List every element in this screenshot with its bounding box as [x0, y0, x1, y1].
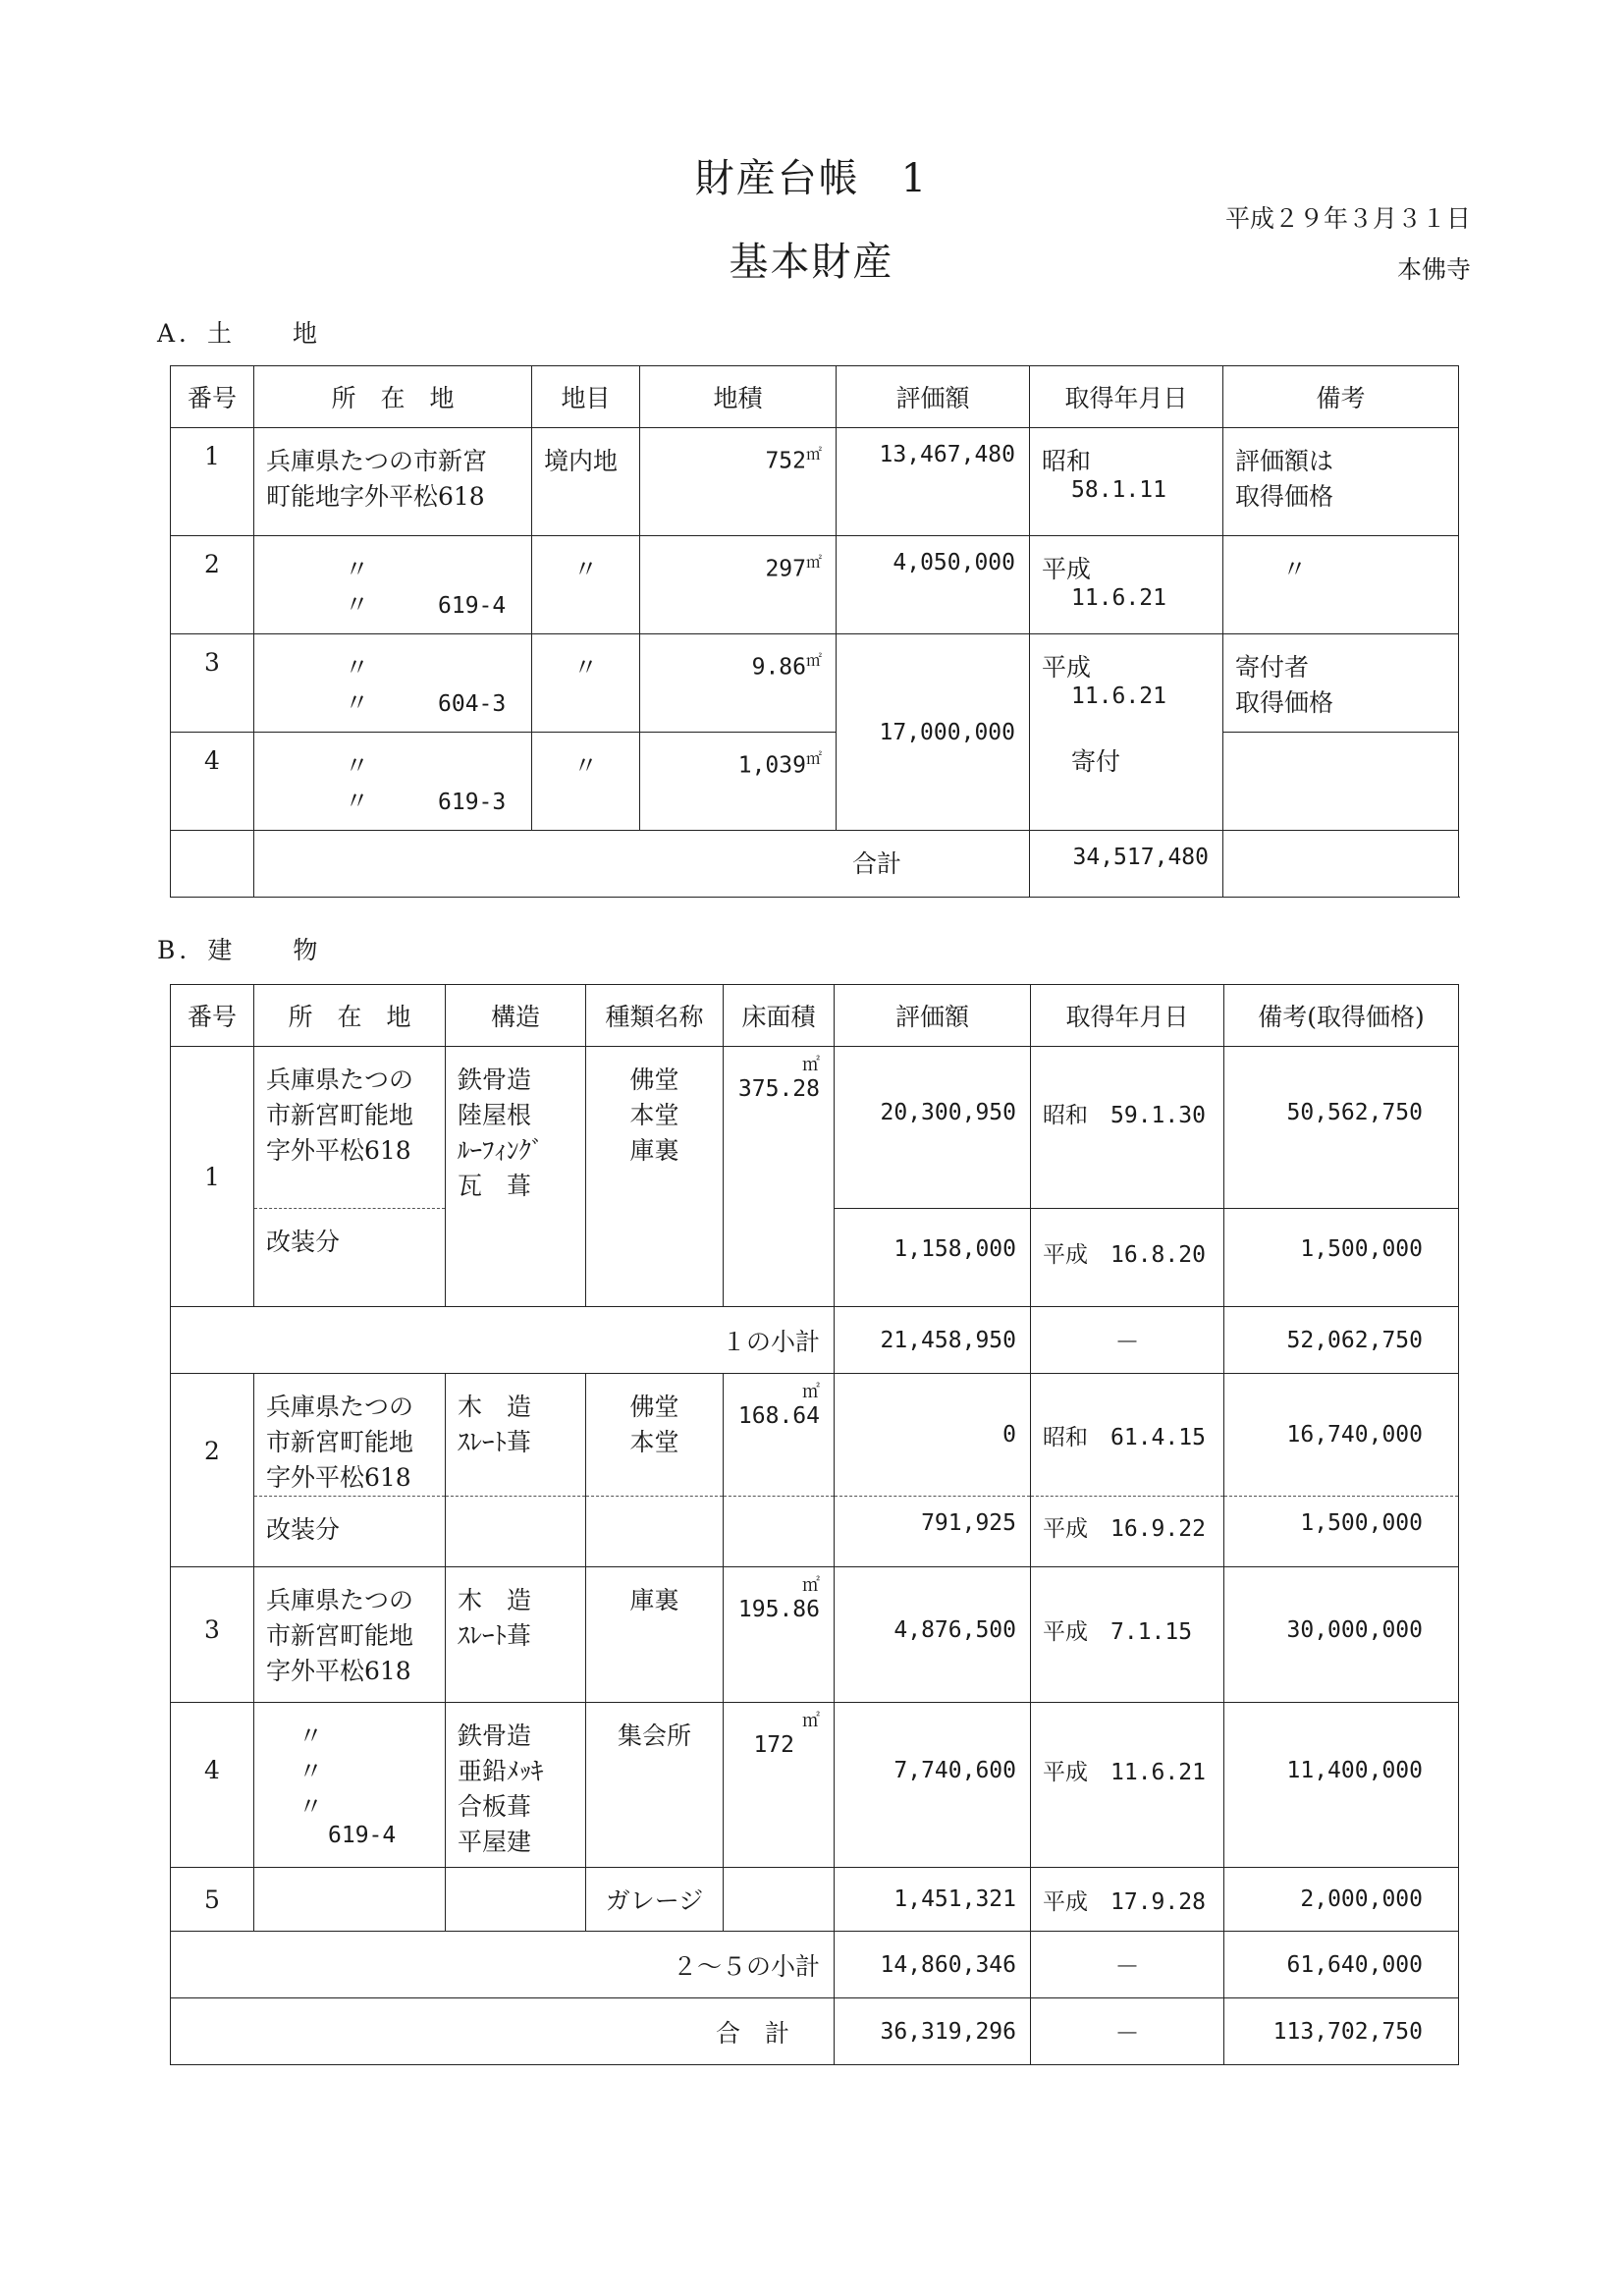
location-line	[266, 585, 531, 621]
structure-cell	[446, 1047, 586, 1209]
structure-cell	[446, 1374, 586, 1497]
area-value: 752	[765, 448, 806, 474]
table-row	[171, 634, 1459, 733]
kind-cell	[586, 1047, 724, 1209]
lot-number: 619-4	[438, 593, 507, 619]
renovation-label: 改装分	[254, 1209, 446, 1307]
table-row	[171, 1497, 1459, 1567]
ditto-mark: 〃	[345, 653, 370, 682]
subtotal-date: －	[1031, 1307, 1224, 1374]
col-header-kind: 種類名称	[586, 985, 724, 1047]
subtotal-value: 14,860,346	[835, 1932, 1031, 1998]
remarks-line: 評価額は	[1235, 447, 1334, 475]
acquisition-method: 寄付	[1071, 747, 1121, 776]
area-cell	[640, 536, 837, 634]
table-row	[171, 1868, 1459, 1932]
structure-line: ﾙｰﾌｨﾝｸﾞ	[458, 1136, 544, 1165]
col-header-location: 所 在 地	[254, 366, 532, 428]
structure-line: 陸屋根	[458, 1101, 532, 1129]
location-line: 市新宮町能地	[266, 1428, 414, 1456]
land-table	[170, 365, 1459, 898]
acquired-date-cell: 昭和 59.1.30	[1031, 1047, 1224, 1209]
row-number: 2	[171, 1374, 254, 1567]
area-cell	[640, 733, 837, 831]
kind-cell: ガレージ	[586, 1868, 724, 1932]
total-row	[171, 1998, 1459, 2065]
remarks-cell: 1,500,000	[1224, 1209, 1459, 1307]
row-number: 3	[171, 634, 254, 733]
document-subtitle: 基本財産	[729, 240, 894, 285]
total-date: －	[1031, 1998, 1224, 2065]
remarks-cell: 11,400,000	[1224, 1703, 1459, 1868]
location-line	[298, 1787, 445, 1848]
kind-line: 庫裏	[629, 1136, 679, 1165]
total-label: 合 計	[171, 1998, 835, 2065]
col-header-floor-area: 床面積	[724, 985, 835, 1047]
document-date: 平成２９年３月３１日	[1224, 204, 1471, 233]
area-unit: ㎡	[805, 445, 822, 464]
table-row	[171, 1703, 1459, 1868]
shared-value-cell: 17,000,000	[837, 634, 1030, 831]
value-cell: 791,925	[835, 1497, 1031, 1567]
blank-cell	[586, 1209, 724, 1307]
structure-line: 鉄骨造	[458, 1066, 532, 1094]
row-number: 1	[171, 1047, 254, 1307]
location-cell	[254, 1567, 446, 1703]
row-number: 3	[171, 1567, 254, 1703]
area-cell	[640, 634, 837, 733]
remarks-cell: 1,500,000	[1224, 1497, 1459, 1567]
era-label: 平成	[1042, 653, 1092, 682]
floor-area-value: 172	[753, 1732, 794, 1758]
col-header-acquired-date: 取得年月日	[1031, 985, 1224, 1047]
area-unit: ㎡	[802, 1382, 820, 1402]
location-line: 兵庫県たつの市新宮	[266, 447, 488, 475]
remarks-line: 寄付者	[1235, 653, 1310, 682]
value-cell: 13,467,480	[837, 428, 1030, 536]
col-header-area: 地積	[640, 366, 837, 428]
table-row	[171, 1047, 1459, 1209]
structure-line: 合板葺	[458, 1792, 532, 1821]
remarks-cell: 〃	[1223, 536, 1459, 634]
area-value: 9.86	[751, 654, 806, 681]
acquired-date-cell	[1030, 536, 1223, 634]
land-type-cell: 境内地	[532, 428, 640, 536]
table-row	[171, 1374, 1459, 1497]
land-type-cell: 〃	[532, 733, 640, 831]
total-value: 36,319,296	[835, 1998, 1031, 2065]
col-header-remarks: 備考(取得価格)	[1224, 985, 1459, 1047]
area-unit: ㎡	[805, 749, 822, 768]
blank-cell	[724, 1209, 835, 1307]
value-cell: 1,451,321	[835, 1868, 1031, 1932]
acquired-date-cell	[1030, 634, 1223, 831]
location-line: 字外平松618	[266, 1463, 411, 1492]
date-value: 11.6.21	[1071, 585, 1166, 611]
subtotal-row	[171, 1307, 1459, 1374]
structure-line: 平屋建	[458, 1828, 532, 1856]
acquired-date-cell: 平成 11.6.21	[1031, 1703, 1224, 1868]
col-header-structure: 構造	[446, 985, 586, 1047]
remarks-cell: 50,562,750	[1224, 1047, 1459, 1209]
building-header-row	[171, 985, 1459, 1047]
location-line: 兵庫県たつの	[266, 1393, 414, 1421]
col-header-value: 評価額	[835, 985, 1031, 1047]
location-line	[266, 683, 531, 719]
col-header-location: 所 在 地	[254, 985, 446, 1047]
floor-area-cell	[724, 1703, 835, 1868]
ditto-mark: 〃	[298, 1792, 324, 1821]
value-cell: 4,050,000	[837, 536, 1030, 634]
location-line: 兵庫県たつの	[266, 1066, 414, 1094]
total-label: 合計	[254, 831, 1030, 898]
blank-cell	[446, 1497, 586, 1567]
subtotal-label: ２～５の小計	[171, 1932, 835, 1998]
area-unit: ㎡	[802, 1575, 820, 1596]
remarks-line: 取得価格	[1235, 482, 1334, 511]
location-line: 町能地字外平松618	[266, 482, 485, 511]
location-cell	[254, 634, 532, 733]
value-cell: 4,876,500	[835, 1567, 1031, 1703]
acquired-date-cell: 昭和 61.4.15	[1031, 1374, 1224, 1497]
remarks-cell: 16,740,000	[1224, 1374, 1459, 1497]
kind-line: 佛堂	[629, 1066, 679, 1094]
ditto-mark: 〃	[345, 787, 370, 815]
blank-cell	[724, 1497, 835, 1567]
structure-cell	[446, 1567, 586, 1703]
document-title: 財産台帳 1	[694, 156, 929, 201]
lot-number: 619-4	[328, 1823, 397, 1848]
date-value: 58.1.11	[1071, 477, 1166, 503]
blank-cell	[724, 1868, 835, 1932]
area-value: 297	[765, 556, 806, 582]
land-section-label: A．土 地	[157, 319, 322, 348]
remarks-cell: 30,000,000	[1224, 1567, 1459, 1703]
table-row	[171, 733, 1459, 831]
kind-cell	[586, 1374, 724, 1497]
remarks-cell	[1223, 428, 1459, 536]
floor-area-cell	[724, 1374, 835, 1497]
value-cell: 0	[835, 1374, 1031, 1497]
renovation-label: 改装分	[254, 1497, 446, 1567]
floor-area-cell	[724, 1047, 835, 1209]
area-value: 1,039	[737, 752, 806, 779]
row-number: 4	[171, 1703, 254, 1868]
value-cell: 1,158,000	[835, 1209, 1031, 1307]
ditto-mark: 〃	[298, 1757, 324, 1785]
floor-area-value: 375.28	[737, 1076, 820, 1102]
location-line: 字外平松618	[266, 1136, 411, 1165]
location-line: 字外平松618	[266, 1657, 411, 1685]
floor-area-value: 195.86	[737, 1597, 820, 1622]
date-value: 11.6.21	[1071, 683, 1166, 709]
kind-line: 本堂	[629, 1428, 679, 1456]
acquired-date-cell: 平成 16.9.22	[1031, 1497, 1224, 1567]
ditto-mark: 〃	[345, 555, 370, 583]
structure-line: 木 造	[458, 1586, 532, 1614]
kind-cell: 集会所	[586, 1703, 724, 1868]
location-line: 市新宮町能地	[266, 1101, 414, 1129]
land-type-cell: 〃	[532, 634, 640, 733]
blank-cell	[171, 831, 254, 898]
structure-line: 木 造	[458, 1393, 532, 1421]
table-row	[171, 1209, 1459, 1307]
row-number: 4	[171, 733, 254, 831]
location-cell	[254, 733, 532, 831]
acquired-date-cell: 平成 17.9.28	[1031, 1868, 1224, 1932]
structure-cell	[446, 1703, 586, 1868]
ditto-mark: 〃	[345, 751, 370, 780]
blank-cell	[586, 1497, 724, 1567]
floor-area-cell	[724, 1567, 835, 1703]
table-row	[171, 536, 1459, 634]
total-value: 34,517,480	[1030, 831, 1223, 898]
location-cell	[254, 428, 532, 536]
kind-cell: 庫裏	[586, 1567, 724, 1703]
subtotal-row	[171, 1932, 1459, 1998]
area-unit: ㎡	[805, 553, 822, 572]
building-section-label: B．建 物	[157, 936, 322, 964]
location-line: 市新宮町能地	[266, 1621, 414, 1650]
acquired-date-cell: 平成 16.8.20	[1031, 1209, 1224, 1307]
era-label: 昭和	[1042, 447, 1092, 475]
row-number: 1	[171, 428, 254, 536]
blank-cell	[446, 1868, 586, 1932]
row-number: 5	[171, 1868, 254, 1932]
lot-number: 619-3	[438, 790, 507, 815]
lot-number: 604-3	[438, 691, 507, 717]
area-unit: ㎡	[805, 651, 822, 670]
col-header-value: 評価額	[837, 366, 1030, 428]
table-row	[171, 428, 1459, 536]
subtotal-label: １の小計	[171, 1307, 835, 1374]
acquired-date-cell	[1030, 428, 1223, 536]
organization-name: 本佛寺	[1396, 255, 1471, 284]
location-cell	[254, 536, 532, 634]
floor-area-value: 168.64	[737, 1403, 820, 1429]
value-cell: 20,300,950	[835, 1047, 1031, 1209]
subtotal-remarks: 61,640,000	[1224, 1932, 1459, 1998]
structure-line: 亜鉛ﾒｯｷ	[458, 1757, 544, 1785]
building-table	[170, 984, 1459, 2065]
ditto-mark: 〃	[345, 688, 370, 717]
location-line: 兵庫県たつの	[266, 1586, 414, 1614]
remarks-cell	[1223, 733, 1459, 831]
era-label: 平成	[1042, 555, 1092, 583]
structure-line: ｽﾚｰﾄ葺	[458, 1621, 532, 1650]
total-row	[171, 831, 1459, 898]
total-remarks: 113,702,750	[1224, 1998, 1459, 2065]
land-header-row	[171, 366, 1459, 428]
blank-cell	[1223, 831, 1459, 898]
col-header-number: 番号	[171, 985, 254, 1047]
row-number: 2	[171, 536, 254, 634]
location-line	[266, 782, 531, 817]
remarks-cell: 2,000,000	[1224, 1868, 1459, 1932]
ditto-mark: 〃	[345, 590, 370, 619]
structure-line: 瓦 葺	[458, 1172, 532, 1200]
blank-cell	[446, 1209, 586, 1307]
area-unit: ㎡	[802, 1711, 820, 1731]
structure-line: ｽﾚｰﾄ葺	[458, 1428, 532, 1456]
remarks-line: 取得価格	[1235, 688, 1334, 717]
kind-line: 佛堂	[629, 1393, 679, 1421]
location-cell	[254, 1374, 446, 1497]
location-cell	[254, 1703, 446, 1868]
area-unit: ㎡	[802, 1055, 820, 1075]
remarks-cell	[1223, 634, 1459, 733]
value-cell: 7,740,600	[835, 1703, 1031, 1868]
acquired-date-cell: 平成 7.1.15	[1031, 1567, 1224, 1703]
col-header-remarks: 備考	[1223, 366, 1459, 428]
col-header-land-type: 地目	[532, 366, 640, 428]
land-type-cell: 〃	[532, 536, 640, 634]
subtotal-date: －	[1031, 1932, 1224, 1998]
blank-cell	[254, 1868, 446, 1932]
ditto-mark: 〃	[298, 1722, 324, 1750]
subtotal-remarks: 52,062,750	[1224, 1307, 1459, 1374]
col-header-acquired-date: 取得年月日	[1030, 366, 1223, 428]
location-cell	[254, 1047, 446, 1209]
table-row	[171, 1567, 1459, 1703]
area-cell	[640, 428, 837, 536]
col-header-number: 番号	[171, 366, 254, 428]
kind-line: 本堂	[629, 1101, 679, 1129]
structure-line: 鉄骨造	[458, 1722, 532, 1750]
subtotal-value: 21,458,950	[835, 1307, 1031, 1374]
